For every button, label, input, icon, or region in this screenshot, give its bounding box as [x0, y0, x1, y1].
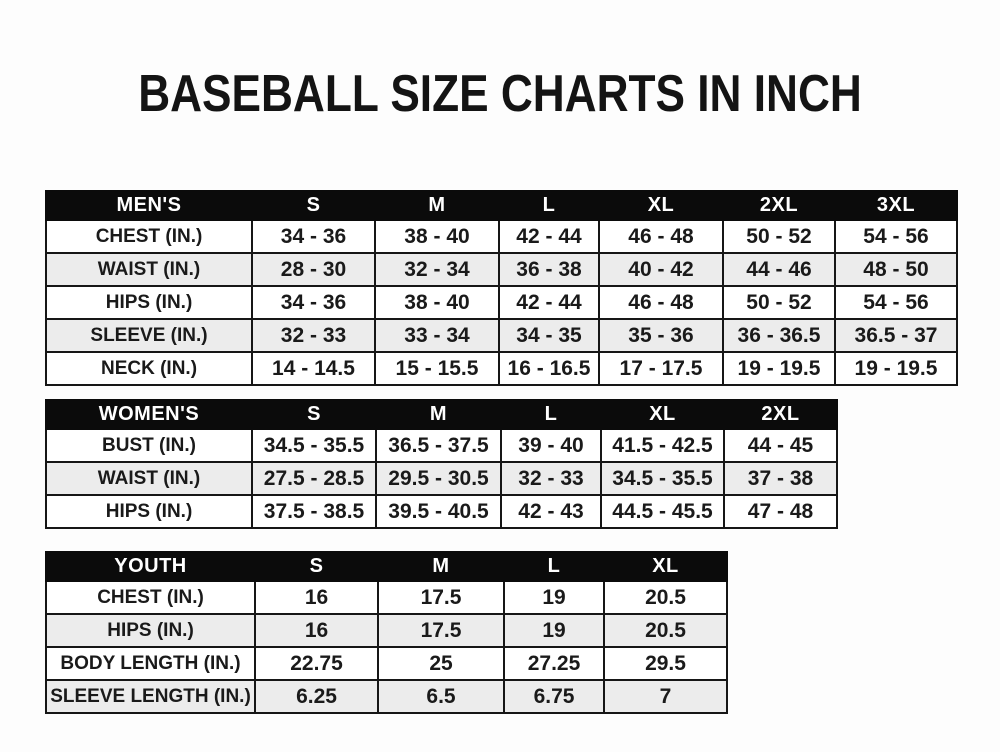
size-value-cell: 42 - 43	[501, 495, 601, 528]
table-row	[46, 614, 727, 647]
row-label: SLEEVE LENGTH (IN.)	[46, 680, 255, 713]
size-value-cell: 38 - 40	[375, 286, 499, 319]
table-row	[46, 462, 837, 495]
column-header: YOUTH	[46, 552, 255, 581]
size-value-cell: 34.5 - 35.5	[252, 429, 376, 462]
size-value-cell: 34 - 36	[252, 220, 375, 253]
table-row	[46, 647, 727, 680]
size-value-cell: 29.5 - 30.5	[376, 462, 501, 495]
size-value-cell: 6.75	[504, 680, 604, 713]
table-row	[46, 286, 957, 319]
size-value-cell: 42 - 44	[499, 220, 599, 253]
size-value-cell: 32 - 33	[252, 319, 375, 352]
column-header: M	[378, 552, 504, 581]
table-row	[46, 319, 957, 352]
size-value-cell: 46 - 48	[599, 286, 723, 319]
column-header: M	[375, 191, 499, 220]
size-value-cell: 36.5 - 37.5	[376, 429, 501, 462]
column-header: S	[255, 552, 378, 581]
row-label: WAIST (IN.)	[46, 462, 252, 495]
size-value-cell: 14 - 14.5	[252, 352, 375, 385]
size-value-cell: 15 - 15.5	[375, 352, 499, 385]
table-row	[46, 220, 957, 253]
page-title: BASEBALL SIZE CHARTS IN INCH	[138, 65, 862, 123]
row-label: SLEEVE (IN.)	[46, 319, 252, 352]
row-label: HIPS (IN.)	[46, 286, 252, 319]
table-row	[46, 495, 837, 528]
column-header: 2XL	[723, 191, 835, 220]
table-header-row	[46, 400, 837, 429]
size-value-cell: 37 - 38	[724, 462, 837, 495]
size-value-cell: 20.5	[604, 581, 727, 614]
size-value-cell: 19	[504, 614, 604, 647]
row-label: WAIST (IN.)	[46, 253, 252, 286]
size-value-cell: 50 - 52	[723, 286, 835, 319]
size-value-cell: 36 - 36.5	[723, 319, 835, 352]
size-value-cell: 20.5	[604, 614, 727, 647]
size-value-cell: 28 - 30	[252, 253, 375, 286]
size-value-cell: 19	[504, 581, 604, 614]
size-value-cell: 41.5 - 42.5	[601, 429, 724, 462]
size-value-cell: 22.75	[255, 647, 378, 680]
size-value-cell: 54 - 56	[835, 286, 957, 319]
size-value-cell: 44 - 46	[723, 253, 835, 286]
size-value-cell: 35 - 36	[599, 319, 723, 352]
size-value-cell: 19 - 19.5	[723, 352, 835, 385]
size-value-cell: 16	[255, 614, 378, 647]
table-row	[46, 581, 727, 614]
size-value-cell: 33 - 34	[375, 319, 499, 352]
row-label: BUST (IN.)	[46, 429, 252, 462]
row-label: BODY LENGTH (IN.)	[46, 647, 255, 680]
size-value-cell: 48 - 50	[835, 253, 957, 286]
size-value-cell: 36.5 - 37	[835, 319, 957, 352]
column-header: L	[501, 400, 601, 429]
column-header: S	[252, 400, 376, 429]
size-value-cell: 16	[255, 581, 378, 614]
size-value-cell: 39.5 - 40.5	[376, 495, 501, 528]
size-value-cell: 34.5 - 35.5	[601, 462, 724, 495]
size-value-cell: 27.5 - 28.5	[252, 462, 376, 495]
column-header: S	[252, 191, 375, 220]
size-value-cell: 29.5	[604, 647, 727, 680]
column-header: 2XL	[724, 400, 837, 429]
column-header: XL	[604, 552, 727, 581]
size-value-cell: 32 - 33	[501, 462, 601, 495]
size-value-cell: 16 - 16.5	[499, 352, 599, 385]
size-value-cell: 54 - 56	[835, 220, 957, 253]
size-value-cell: 34 - 36	[252, 286, 375, 319]
column-header: XL	[601, 400, 724, 429]
size-value-cell: 34 - 35	[499, 319, 599, 352]
size-value-cell: 19 - 19.5	[835, 352, 957, 385]
table-row	[46, 680, 727, 713]
size-value-cell: 17.5	[378, 614, 504, 647]
size-value-cell: 44 - 45	[724, 429, 837, 462]
size-value-cell: 17 - 17.5	[599, 352, 723, 385]
column-header: WOMEN'S	[46, 400, 252, 429]
row-label: NECK (IN.)	[46, 352, 252, 385]
table-header-row	[46, 191, 957, 220]
size-value-cell: 47 - 48	[724, 495, 837, 528]
column-header: MEN'S	[46, 191, 252, 220]
womens-size-table	[45, 399, 838, 529]
row-label: HIPS (IN.)	[46, 614, 255, 647]
size-value-cell: 42 - 44	[499, 286, 599, 319]
size-value-cell: 6.5	[378, 680, 504, 713]
size-value-cell: 6.25	[255, 680, 378, 713]
youth-size-table	[45, 551, 728, 714]
size-value-cell: 46 - 48	[599, 220, 723, 253]
size-value-cell: 38 - 40	[375, 220, 499, 253]
column-header: L	[504, 552, 604, 581]
size-value-cell: 50 - 52	[723, 220, 835, 253]
column-header: 3XL	[835, 191, 957, 220]
row-label: HIPS (IN.)	[46, 495, 252, 528]
size-value-cell: 44.5 - 45.5	[601, 495, 724, 528]
table-header-row	[46, 552, 727, 581]
mens-size-table	[45, 190, 958, 386]
column-header: M	[376, 400, 501, 429]
row-label: CHEST (IN.)	[46, 581, 255, 614]
size-value-cell: 32 - 34	[375, 253, 499, 286]
size-value-cell: 17.5	[378, 581, 504, 614]
size-value-cell: 7	[604, 680, 727, 713]
size-value-cell: 39 - 40	[501, 429, 601, 462]
table-row	[46, 429, 837, 462]
column-header: XL	[599, 191, 723, 220]
size-value-cell: 40 - 42	[599, 253, 723, 286]
row-label: CHEST (IN.)	[46, 220, 252, 253]
table-row	[46, 352, 957, 385]
size-value-cell: 36 - 38	[499, 253, 599, 286]
size-value-cell: 37.5 - 38.5	[252, 495, 376, 528]
size-value-cell: 27.25	[504, 647, 604, 680]
size-value-cell: 25	[378, 647, 504, 680]
column-header: L	[499, 191, 599, 220]
table-row	[46, 253, 957, 286]
